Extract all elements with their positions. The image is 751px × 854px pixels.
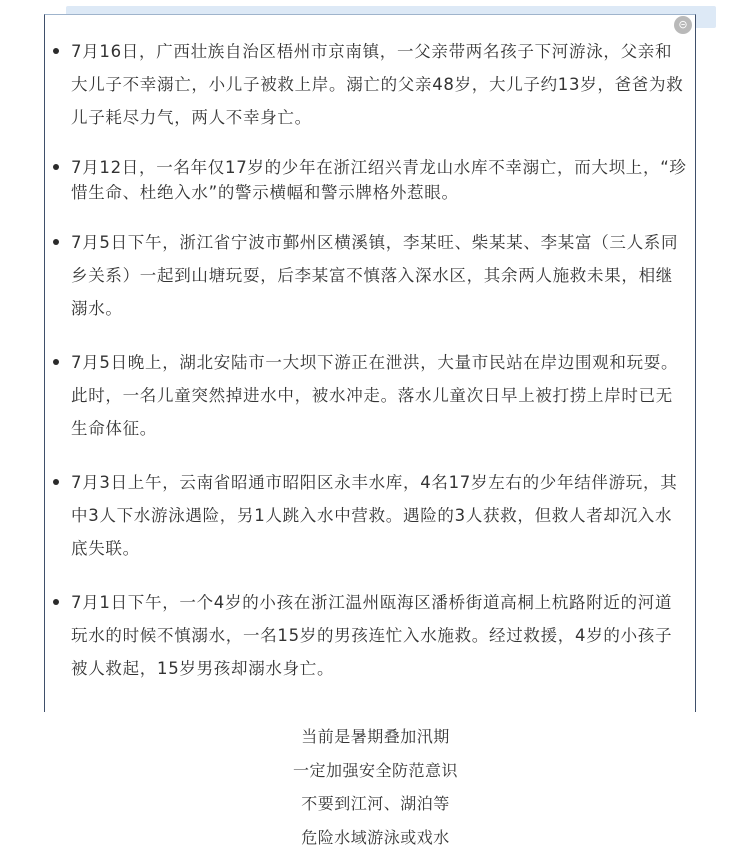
bullet-icon [53, 359, 59, 365]
list-item [53, 35, 689, 134]
drowning-news-list [53, 35, 689, 706]
bullet-icon [53, 48, 59, 54]
list-item-text: 7月16日，广西壮族自治区梧州市京南镇，一父亲带两名孩子下河游泳，父亲和大儿子不幸溺亡，小儿子被救上岸。溺亡的父亲48岁，大儿子约13岁，爸爸为救儿子耗尽力气，两人不幸身亡。 [71, 42, 683, 127]
list-item-text: 7月3日上午，云南省昭通市昭阳区永丰水库，4名17岁左右的少年结伴游玩，其中3人下水游泳遇险，另1人跳入水中营救。遇险的3人获救，但救人者却沉入水底失联。 [71, 473, 677, 558]
list-item [53, 466, 689, 565]
list-item [53, 226, 689, 325]
reminder-line: 一定加强安全防范意识 [0, 754, 751, 788]
list-item-text: 7月5日下午，浙江省宁波市鄞州区横溪镇，李某旺、柴某某、李某富（三人系同乡关系）一起到山塘玩耍，后李某富不慎落入深水区，其余两人施救未果，相继溺水。 [71, 233, 678, 318]
bullet-icon [53, 479, 59, 485]
reminder-line: 当前是暑期叠加汛期 [0, 720, 751, 754]
reminder-line: 危险水域游泳或戏水 [0, 821, 751, 854]
list-item-text: 7月1日下午，一个4岁的小孩在浙江温州瓯海区潘桥街道高桐上杭路附近的河道玩水的时候不慎溺水，一名15岁的男孩连忙入水施救。经过救援，4岁的小孩子被人救起，15岁男孩却溺水身亡。 [71, 593, 672, 678]
list-item [53, 346, 689, 445]
list-item [53, 155, 689, 205]
reminder-line: 不要到江河、湖泊等 [0, 787, 751, 821]
bullet-icon [53, 239, 59, 245]
list-item-text: 7月5日晚上，湖北安陆市一大坝下游正在泄洪，大量市民站在岸边围观和玩耍。此时，一名儿童突然掉进水中，被水冲走。落水儿童次日早上被打捞上岸时已无生命体征。 [71, 353, 678, 438]
list-item-text: 7月12日，一名年仅17岁的少年在浙江绍兴青龙山水库不幸溺亡，而大坝上，“珍惜生命、杜绝入水”的警示横幅和警示牌格外惹眼。 [71, 158, 687, 202]
news-card [44, 14, 696, 712]
safety-reminder [0, 720, 751, 854]
bullet-icon [53, 599, 59, 605]
list-item [53, 586, 689, 685]
bullet-icon [53, 164, 59, 170]
collapse-icon[interactable]: ⊝ [674, 16, 692, 34]
